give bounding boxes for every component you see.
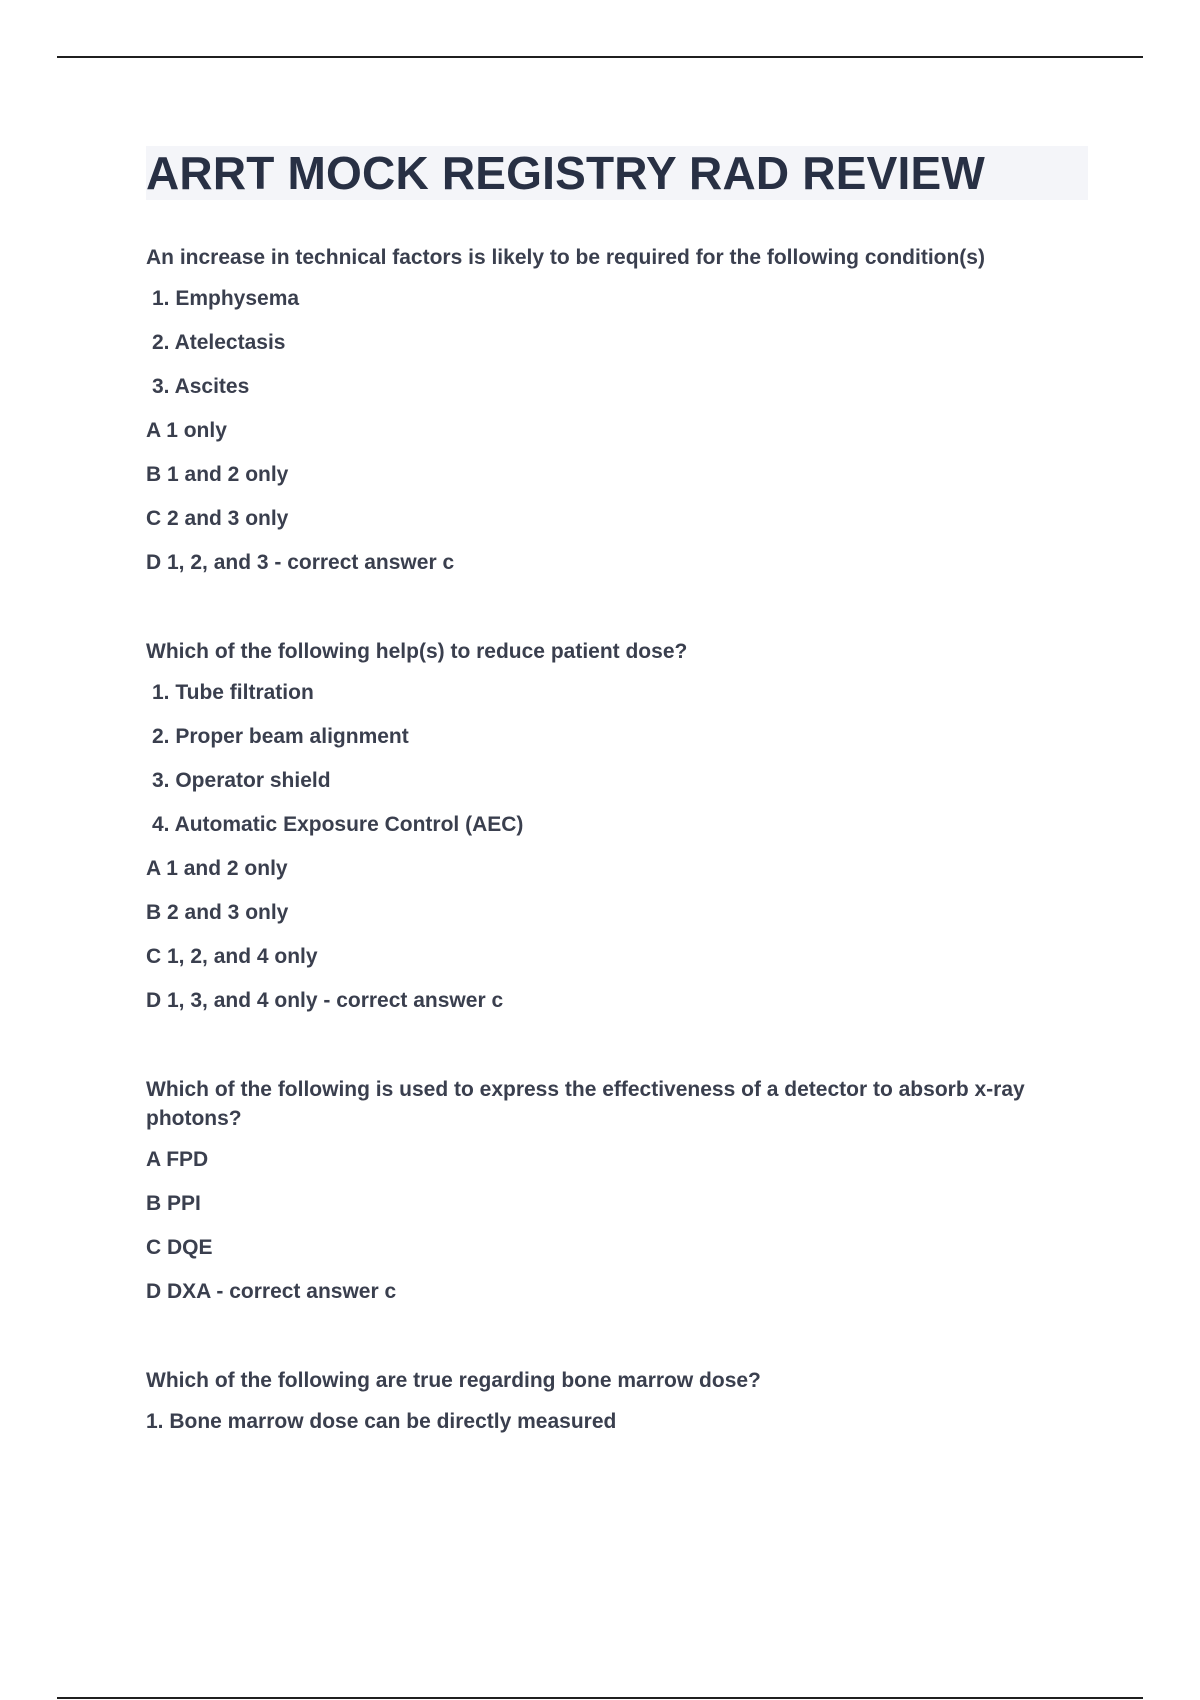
answer-option: D 1, 3, and 4 only - correct answer c — [146, 989, 504, 1012]
answer-option: D DXA - correct answer c — [146, 1280, 397, 1303]
list-item: 1. Emphysema — [152, 287, 300, 310]
header-rule — [57, 56, 1143, 58]
question-text: Which of the following are true regarding bone marrow dose? — [146, 1369, 761, 1392]
question-2 — [146, 637, 1090, 1013]
list-item: 2. Atelectasis — [152, 331, 286, 354]
list-item: 1. Bone marrow dose can be directly measured — [146, 1410, 617, 1433]
answer-option: B 2 and 3 only — [146, 901, 289, 924]
question-text: Which of the following is used to express the effectiveness of a detector to absorb x-ray photons? — [146, 1078, 1025, 1130]
answer-option: A 1 and 2 only — [146, 857, 288, 880]
answer-option: D 1, 2, and 3 - correct answer c — [146, 551, 455, 574]
answer-option: C DQE — [146, 1236, 213, 1259]
question-4 — [146, 1366, 1090, 1434]
document-title: ARRT MOCK REGISTRY RAD REVIEW — [146, 147, 985, 199]
list-item: 4. Automatic Exposure Control (AEC) — [152, 813, 524, 836]
answer-option: A FPD — [146, 1148, 209, 1171]
answer-option: B 1 and 2 only — [146, 463, 289, 486]
question-3 — [146, 1075, 1090, 1304]
list-item: 3. Operator shield — [152, 769, 331, 792]
spacer — [146, 1033, 1090, 1075]
question-text: An increase in technical factors is likely to be required for the following condition(s) — [146, 246, 985, 269]
list-item: 3. Ascites — [152, 375, 250, 398]
answer-option: C 1, 2, and 4 only — [146, 945, 318, 968]
answer-option: B PPI — [146, 1192, 201, 1215]
spacer — [146, 1324, 1090, 1366]
answer-option: C 2 and 3 only — [146, 507, 289, 530]
footer-rule — [57, 1697, 1143, 1699]
document-body — [146, 243, 1090, 1454]
question-1 — [146, 243, 1090, 575]
spacer — [146, 595, 1090, 637]
list-item: 1. Tube filtration — [152, 681, 314, 704]
question-text: Which of the following help(s) to reduce patient dose? — [146, 640, 688, 663]
list-item: 2. Proper beam alignment — [152, 725, 409, 748]
answer-option: A 1 only — [146, 419, 227, 442]
